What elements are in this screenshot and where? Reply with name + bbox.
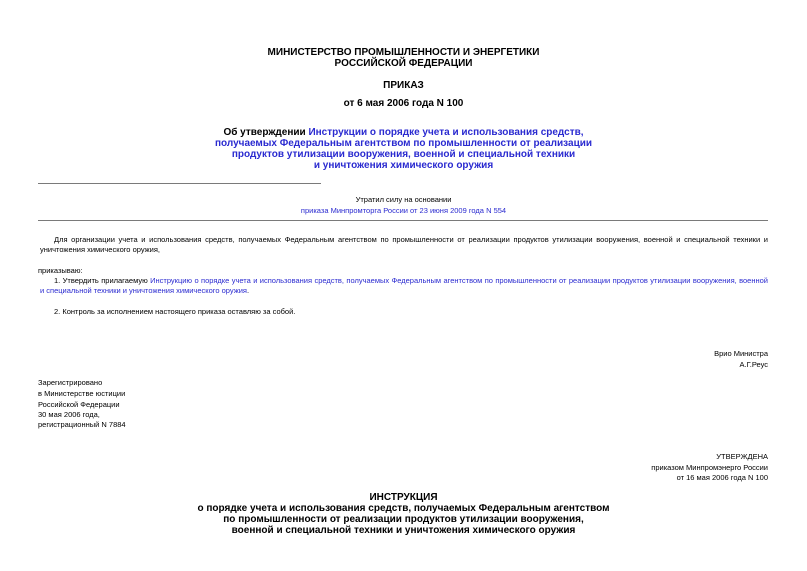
signatory-position: Врио Министра — [714, 349, 768, 358]
title-link-line1[interactable]: Инструкции о порядке учета и использования средств, — [308, 127, 584, 138]
title-link-line2[interactable] — [0, 138, 807, 149]
order-word: приказываю: — [38, 266, 83, 275]
approved-line1: УТВЕРЖДЕНА — [716, 452, 768, 461]
repeal-order-link[interactable]: приказа Минпромторга России от 23 июня 2009 года N 554 — [300, 206, 507, 215]
order-item-2: 2. Контроль за исполнением настоящего приказа оставляю за собой. — [54, 307, 296, 316]
approved-line3: от 16 мая 2006 года N 100 — [676, 473, 768, 482]
intro-paragraph: Для организации учета и использования средств, получаемых Федеральным агентством по промышленности от реализации продуктов утилизации вооружения, военной и специальной техники и уничтожения химического оружия, — [40, 235, 768, 254]
item1-prefix: 1. Утвердить прилагаемую — [54, 276, 151, 285]
instruction-subtitle-line2: по промышленности от реализации продуктов утилизации вооружения, — [223, 514, 584, 525]
registration-line2: в Министерстве юстиции — [38, 389, 126, 398]
title-link-line2-text[interactable]: получаемых Федеральным агентством по промышленности от реализации — [214, 138, 593, 149]
approved-line2: приказом Минпромэнерго России — [651, 463, 768, 472]
ministry-name-line2: РОССИЙСКОЙ ФЕДЕРАЦИИ — [334, 58, 473, 69]
order-item-1 — [40, 276, 768, 296]
document-date-number: от 6 мая 2006 года N 100 — [343, 98, 464, 109]
registration-line3: Российской Федерации — [38, 400, 120, 409]
status-link-wrap — [0, 206, 807, 215]
item1-suffix: . — [246, 286, 250, 295]
registration-line5: регистрационный N 7884 — [38, 420, 126, 429]
registration-line1: Зарегистрировано — [38, 378, 103, 387]
registration-line4: 30 мая 2006 года, — [38, 410, 100, 419]
instruction-subtitle-line1: о порядке учета и использования средств, получаемых Федеральным агентством — [197, 503, 610, 514]
signatory-name: А.Г.Реус — [739, 360, 768, 369]
status-note: Утратил силу на основании — [355, 195, 452, 204]
title-link-line4[interactable] — [0, 160, 807, 171]
instruction-link[interactable]: Инструкцию о порядке учета и использования средств, получаемых Федеральным агентством по промышленности от реализации продуктов утилизации вооружения, военной и специальной техники и уничтожения химического оружия — [40, 276, 768, 295]
title-link-line3[interactable] — [0, 149, 807, 160]
short-divider — [38, 183, 321, 184]
title-link-line3-text[interactable]: продуктов утилизации вооружения, военной и специальной техники — [231, 149, 576, 160]
document-type: ПРИКАЗ — [383, 80, 424, 91]
title-prefix: Об утверждении — [223, 127, 309, 138]
instruction-subtitle-line3: военной и специальной техники и уничтожения химического оружия — [231, 525, 576, 536]
document-title — [0, 127, 807, 138]
long-divider — [38, 220, 768, 221]
instruction-heading: ИНСТРУКЦИЯ — [369, 492, 438, 503]
title-link-line4-text[interactable]: и уничтожения химического оружия — [313, 160, 494, 171]
ministry-name-line1: МИНИСТЕРСТВО ПРОМЫШЛЕННОСТИ И ЭНЕРГЕТИКИ — [267, 47, 540, 58]
